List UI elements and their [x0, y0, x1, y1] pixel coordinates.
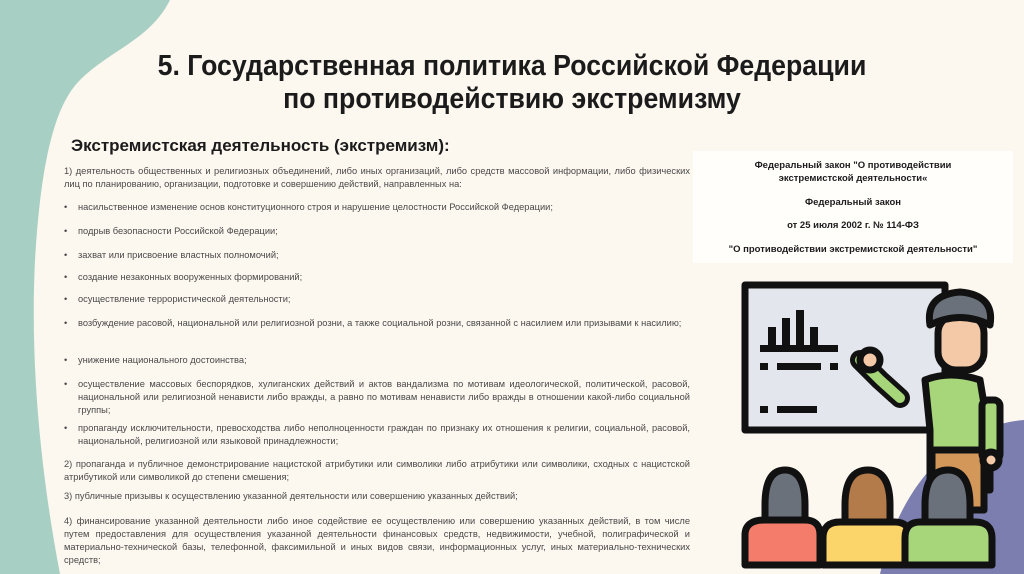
teacher-presentation-illustration [720, 270, 1024, 574]
whiteboard [745, 285, 945, 430]
list-item: • возбуждение расовой, национальной или религиозной розни, а также социальной розни, связанной с насилием или призывами к насилию; [64, 317, 690, 330]
list-item: • насильственное изменение основ конституционного строя и нарушение целостности Российской Федерации; [64, 201, 704, 214]
list-item: • создание незаконных вооруженных формирований; [64, 271, 704, 284]
list-item: 4) финансирование указанной деятельности либо иное содействие ее осуществлению или совершению указанных действий, в том числе путем предоставления для осуществления указанной деятельности финансовых средств, недвижимости, учебной, полиграфической и материально-технической базы, телефонной, факсимильной и иных видов связи, информационных услуг, иных материально-технических средств; [64, 516, 690, 565]
list-item: 2) пропаганда и публичное демонстрирование нацистской атрибутики или символики либо атрибутики или символики, сходных с нацистской атрибутикой или символикой до степени смешения; [64, 459, 690, 482]
section-heading: Экстремистская деятельность (экстремизм): [71, 136, 450, 155]
list-item: 3) публичные призывы к осуществлению указанной деятельности или совершению указанных действий; [64, 491, 518, 501]
law-date: от 25 июля 2002 г. № 114-ФЗ [787, 220, 919, 231]
list-item: • пропаганду исключительности, превосходства либо неполноценности граждан по признаку их отношения к религии, социальной, расовой, национальной, религиозной или языковой принадлежности; [64, 422, 690, 448]
law-title: Федеральный закон "О противодействии [754, 160, 952, 171]
list-item: • осуществление массовых беспорядков, хулиганских действий и актов вандализма по мотивам идеологической, политической, расовой, национальной или религиозной ненависти либо вражды, а равно по мотивам ненависти либо вражды в отношении какой-либо социальной группы; [64, 378, 690, 417]
law-name: "О противодействии экстремистской деятельности" [728, 244, 978, 255]
law-reference-box [693, 151, 1013, 263]
law-title-cont: экстремистской деятельности« [778, 173, 928, 184]
page-title: 5. Государственная политика Российской Федерации по противодействию экстремизму [157, 50, 867, 115]
law-label: Федеральный закон [804, 197, 902, 208]
list-item: • осуществление террористической деятельности; [64, 293, 704, 306]
list-item: • захват или присвоение властных полномочий; [64, 249, 704, 262]
list-item: • унижение национального достоинства; [64, 354, 704, 367]
list-item: 1) деятельность общественных и религиозных объединений, либо иных организаций, либо средств массовой информации, либо физических лиц по планированию, организации, подготовке и совершению действий, направленных на: [64, 166, 690, 189]
list-item: • подрыв безопасности Российской Федерации; [64, 225, 704, 238]
